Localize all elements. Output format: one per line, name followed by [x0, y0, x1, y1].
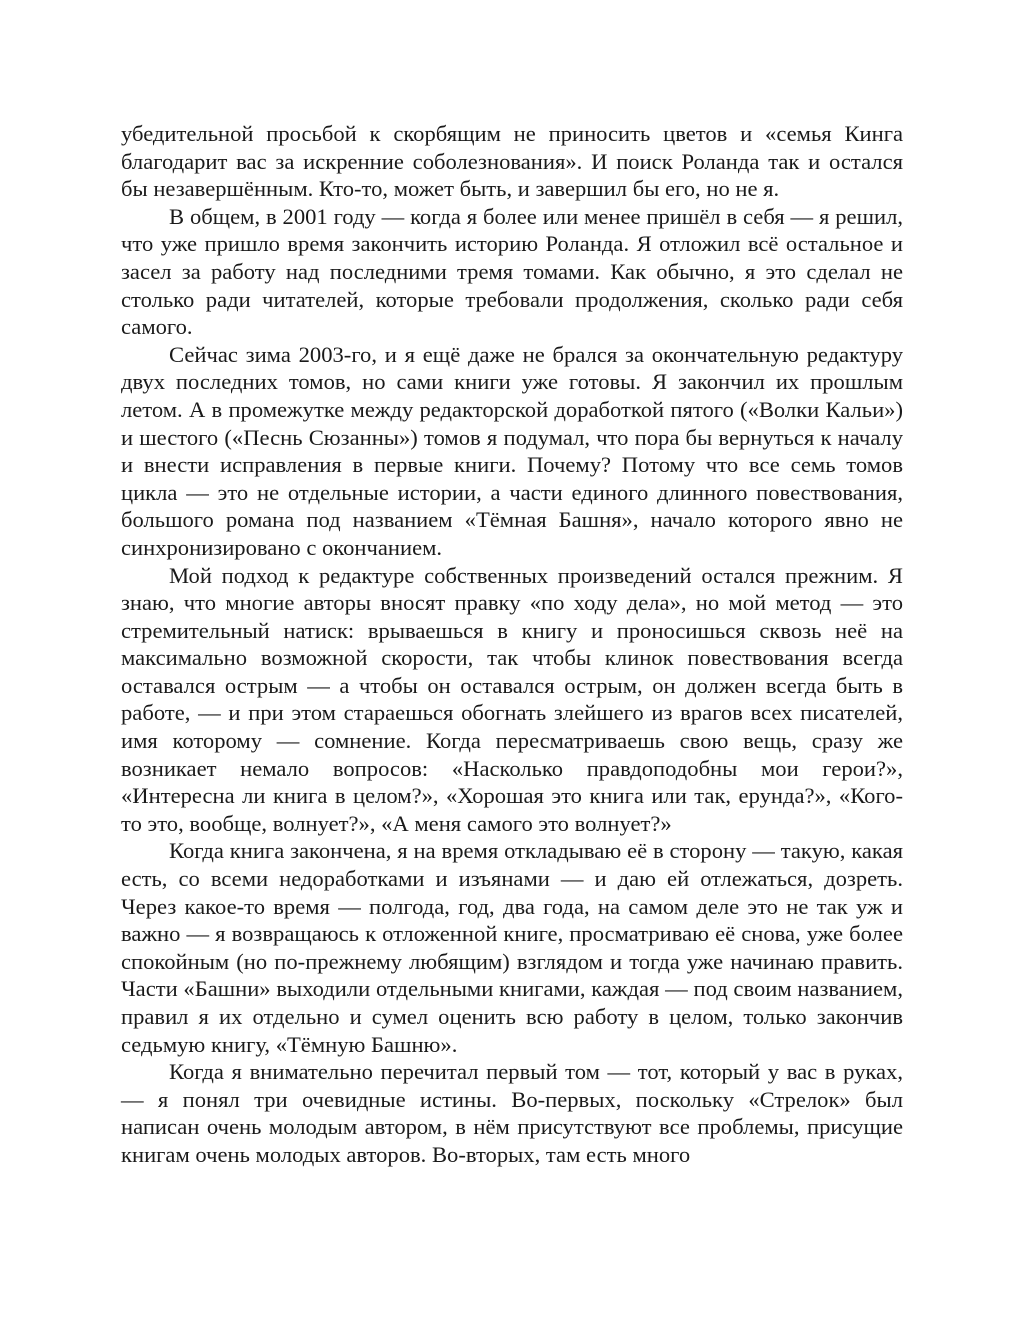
paragraph: В общем, в 2001 году — когда я более или менее пришёл в себя — я решил, что уже пришло время закончить историю Роланда. Я отложил всё остальное и засел за работу над последними тремя томами. Как обычно, я это сделал не столько ради читателей, которые требовали продолжения, сколько ради себя самого.	[121, 203, 903, 340]
paragraph: Когда книга закончена, я на время откладываю её в сторону — такую, какая есть, со всеми недоработками и изъянами — и даю ей отлежаться, дозреть. Через какое-то время — полгода, год, два года, на самом деле это не так уж и важно — я возвращаюсь к отложенной книге, просматриваю её снова, уже более спокойным (но по-прежнему любящим) взглядом и тогда уже начинаю править. Части «Башни» выходили отдельными книгами, каждая — под своим названием, правил я их отдельно и сумел оценить всю работу в целом, только закончив седьмую книгу, «Тёмную Башню».	[121, 838, 903, 1057]
paragraph: Сейчас зима 2003-го, и я ещё даже не брался за окончательную редактуру двух последних томов, но сами книги уже готовы. Я закончил их прошлым летом. А в промежутке между редакторской доработкой пятого («Волки Кальи») и шестого («Песнь Сюзанны») томов я подумал, что пора бы вернуться к началу и внести исправления в первые книги. Почему? Потому что все семь томов цикла — это не отдельные истории, а части единого длинного повествования, большого романа под названием «Тёмная Башня», начало которого явно не синхронизировано с окончанием.	[121, 341, 903, 560]
paragraph-continued: убедительной просьбой к скорбящим не приносить цветов и «семья Кинга благодарит вас за искренние соболезнования». И поиск Роланда так и остался бы незавершённым. Кто-то, может быть, и завершил бы его, но не я.	[121, 121, 903, 202]
page-text	[121, 120, 903, 1169]
paragraph: Когда я внимательно перечитал первый том — тот, который у вас в руках, — я понял три очевидные истины. Во-первых, поскольку «Стрелок» был написан очень молодым автором, в нём присутствуют все проблемы, присущие книгам очень молодых авторов. Во-вторых, там есть много	[121, 1059, 903, 1167]
paragraph: Мой подход к редактуре собственных произведений остался прежним. Я знаю, что многие авторы вносят правку «по ходу дела», но мой метод — это стремительный натиск: врываешься в книгу и проносишься сквозь неё на максимально возможной скорости, так чтобы клинок повествования всегда оставался острым — а чтобы он оставался острым, он должен всегда быть в работе, — и при этом стараешься обогнать злейшего из врагов всех писателей, имя которому — сомнение. Когда пересматриваешь свою вещь, сразу же возникает немало вопросов: «Насколько правдоподобны мои герои?», «Интересна ли книга в целом?», «Хорошая это книга или так, ерунда?», «Кого-то это, вообще, волнует?», «А меня самого это волнует?»	[121, 562, 903, 836]
